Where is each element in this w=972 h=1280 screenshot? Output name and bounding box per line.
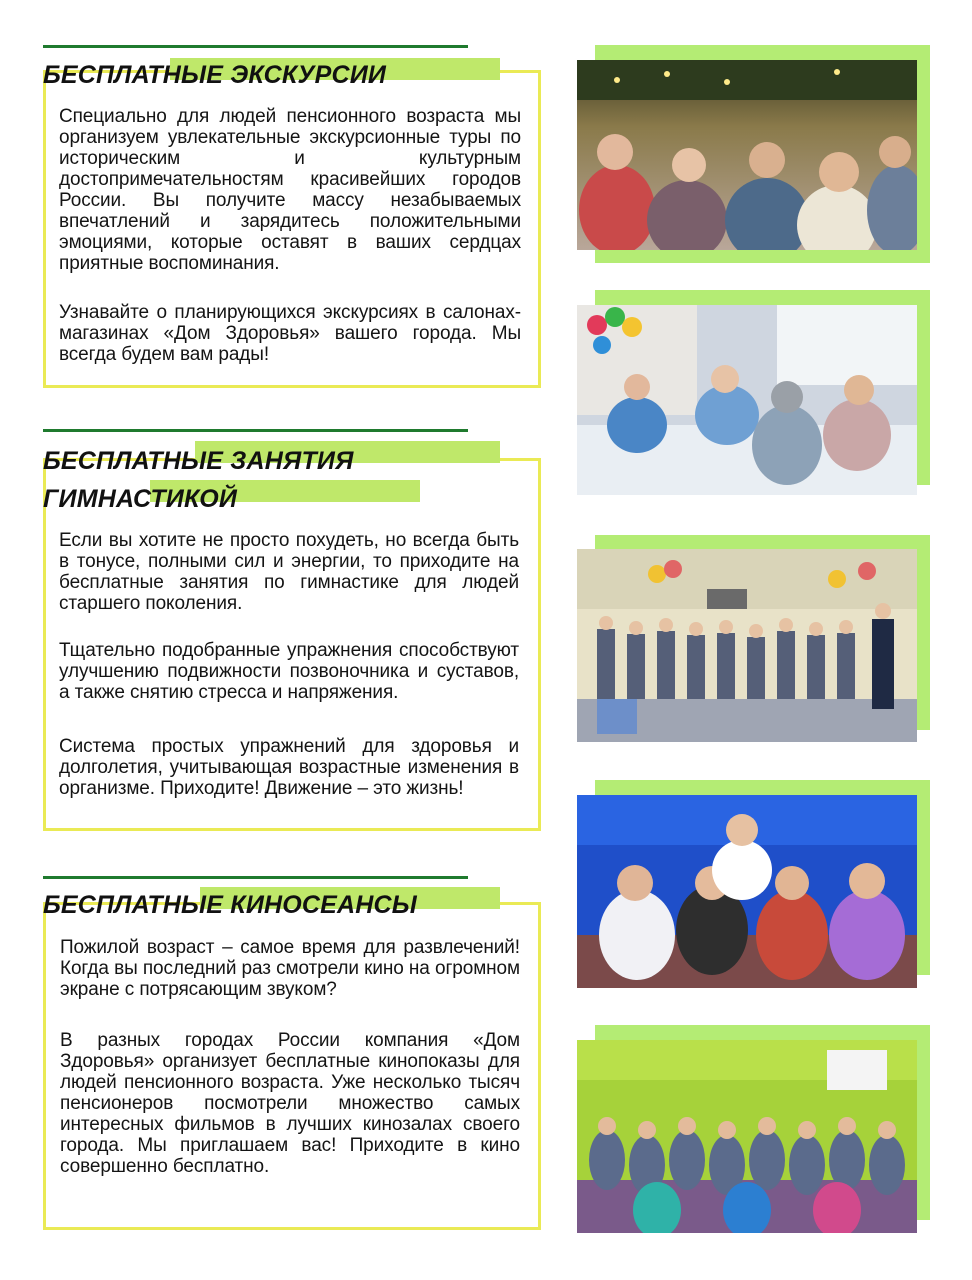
section-paragraph: Если вы хотите не просто похудеть, но всегда быть в тонусе, полными сил и энергии, то приходите на бесплатные занятия по гимнастике для людей старшего поколения. (59, 530, 519, 614)
section-paragraph: Узнавайте о планирующихся экскурсиях в салонах-магазинах «Дом Здоровья» вашего города. Мы всегда будем вам рады! (59, 302, 521, 365)
section-heading-line2: ГИМНАСТИКОЙ (43, 485, 238, 513)
photo-party-balloons (577, 305, 917, 495)
section-paragraph: В разных городах России компания «Дом Здоровья» организует бесплатные кинопоказы для людей пенсионного возраста. Уже несколько тысяч пенсионеров посмотрели множество самых интересных фильмов в лучших кинозалах своего города. Мы приглашаем вас! Приходите в кино совершенно бесплатно. (60, 1030, 520, 1177)
photo-women-on-sofa (577, 795, 917, 988)
section-rule (43, 429, 468, 432)
section-paragraph: Пожилой возраст – самое время для развлечений! Когда вы последний раз смотрели кино на огромном экране с потрясающим звуком? (60, 937, 520, 1000)
photo-banquet-hall (577, 60, 917, 250)
section-heading: БЕСПЛАТНЫЕ ЗАНЯТИЯ (43, 447, 354, 475)
photo-group-cinema (577, 1040, 917, 1233)
section-paragraph: Система простых упражнений для здоровья и долголетия, учитывающая возрастные изменения в организме. Приходите! Движение – это жизнь! (59, 736, 519, 799)
section-heading: БЕСПЛАТНЫЕ ЭКСКУРСИИ (43, 61, 387, 89)
section-paragraph: Тщательно подобранные упражнения способствуют улучшению подвижности позвоночника и суставов, а также снятию стресса и напряжения. (59, 640, 519, 703)
photo-group-gymnastics (577, 549, 917, 742)
section-rule (43, 876, 468, 879)
section-paragraph: Специально для людей пенсионного возраста мы организуем увлекательные экскурсионные туры по историческим и культурным достопримечательностям красивейших городов России. Вы получите массу незабываемых впечатлений и зарядитесь положительными эмоциями, которые оставят в ваших сердцах приятные воспоминания. (59, 106, 521, 274)
section-heading: БЕСПЛАТНЫЕ КИНОСЕАНСЫ (43, 891, 417, 919)
section-rule (43, 45, 468, 48)
